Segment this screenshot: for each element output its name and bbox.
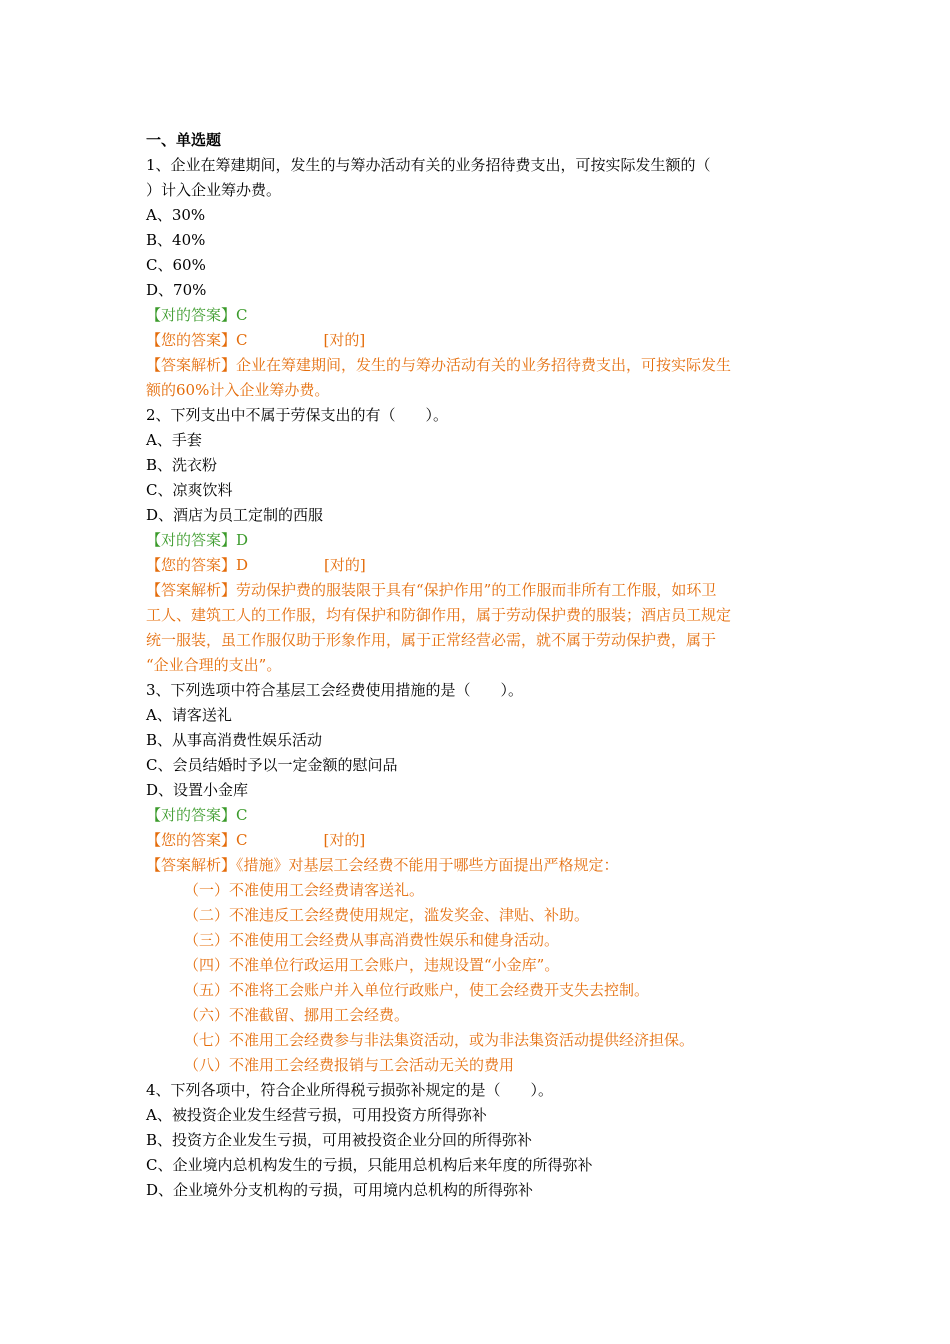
answer-analysis: 工人、建筑工人的工作服，均有保护和防御作用，属于劳动保护费的服装；酒店员工规定 bbox=[146, 606, 732, 624]
option-c: C、60% bbox=[146, 256, 206, 274]
your-answer: 【您的答案】C bbox=[146, 331, 248, 349]
question-4 bbox=[146, 1078, 810, 1203]
question-2 bbox=[146, 403, 810, 678]
question-stem: 3、下列选项中符合基层工会经费使用措施的是（ ）。 bbox=[146, 681, 524, 699]
option-d: D、酒店为员工定制的西服 bbox=[146, 506, 324, 524]
option-b: B、40% bbox=[146, 231, 206, 249]
your-answer-row bbox=[146, 328, 810, 353]
option-c: C、会员结婚时予以一定金额的慰问品 bbox=[146, 756, 398, 774]
option-b: B、从事高消费性娱乐活动 bbox=[146, 731, 323, 749]
answer-analysis: 额的60%计入企业筹办费。 bbox=[146, 381, 330, 399]
question-1 bbox=[146, 153, 810, 403]
option-d: D、设置小金库 bbox=[146, 781, 249, 799]
answer-analysis: 统一服装，虽工作服仅助于形象作用，属于正常经营必需，就不属于劳动保护费，属于 bbox=[146, 631, 717, 649]
question-3 bbox=[146, 678, 810, 1078]
answer-analysis: 【答案解析】《措施》对基层工会经费不能用于哪些方面提出严格规定： bbox=[146, 856, 619, 874]
option-a: A、被投资企业发生经营亏损，可用投资方所得弥补 bbox=[146, 1106, 487, 1124]
judgement: [对的] bbox=[323, 331, 366, 349]
question-stem: 4、下列各项中，符合企业所得税亏损弥补规定的是（ ）。 bbox=[146, 1081, 554, 1099]
judgement: [对的] bbox=[324, 556, 366, 574]
option-d: D、70% bbox=[146, 281, 207, 299]
answer-analysis: 【答案解析】劳动保护费的服装限于具有“保护作用”的工作服而非所有工作服，如环卫 bbox=[146, 581, 717, 599]
analysis-item: （八）不准用工会经费报销与工会活动无关的费用 bbox=[184, 1056, 515, 1074]
analysis-item: （三）不准使用工会经费从事高消费性娱乐和健身活动。 bbox=[184, 931, 560, 949]
your-answer: 【您的答案】C bbox=[146, 831, 248, 849]
option-d: D、企业境外分支机构的亏损，可用境内总机构的所得弥补 bbox=[146, 1181, 534, 1199]
option-c: C、凉爽饮料 bbox=[146, 481, 233, 499]
option-b: B、投资方企业发生亏损，可用被投资企业分回的所得弥补 bbox=[146, 1131, 533, 1149]
analysis-item: （七）不准用工会经费参与非法集资活动，或为非法集资活动提供经济担保。 bbox=[184, 1031, 695, 1049]
option-a: A、请客送礼 bbox=[146, 706, 232, 724]
your-answer: 【您的答案】D bbox=[146, 556, 249, 574]
answer-analysis: 【答案解析】企业在筹建期间，发生的与筹办活动有关的业务招待费支出，可按实际发生 bbox=[146, 356, 732, 374]
correct-answer: 【对的答案】C bbox=[146, 306, 248, 324]
analysis-item: （四）不准单位行政运用工会账户，违规设置“小金库”。 bbox=[184, 956, 560, 974]
question-stem: ）计入企业筹办费。 bbox=[146, 181, 282, 199]
option-a: A、手套 bbox=[146, 431, 202, 449]
analysis-item: （五）不准将工会账户并入单位行政账户，使工会经费开支失去控制。 bbox=[184, 981, 650, 999]
analysis-item: （六）不准截留、挪用工会经费。 bbox=[184, 1006, 410, 1024]
section-title: 一、单选题 bbox=[146, 131, 222, 149]
question-stem: 2、下列支出中不属于劳保支出的有（ ）。 bbox=[146, 406, 449, 424]
correct-answer: 【对的答案】C bbox=[146, 806, 248, 824]
analysis-item: （二）不准违反工会经费使用规定，滥发奖金、津贴、补助。 bbox=[184, 906, 590, 924]
judgement: [对的] bbox=[323, 831, 366, 849]
option-a: A、30% bbox=[146, 206, 206, 224]
your-answer-row bbox=[146, 553, 810, 578]
answer-analysis: “企业合理的支出”。 bbox=[146, 656, 282, 674]
option-b: B、洗衣粉 bbox=[146, 456, 218, 474]
option-c: C、企业境内总机构发生的亏损，只能用总机构后来年度的所得弥补 bbox=[146, 1156, 593, 1174]
analysis-item: （一）不准使用工会经费请客送礼。 bbox=[184, 881, 425, 899]
question-stem: 1、企业在筹建期间，发生的与筹办活动有关的业务招待费支出，可按实际发生额的（ bbox=[146, 156, 711, 174]
your-answer-row bbox=[146, 828, 810, 853]
correct-answer: 【对的答案】D bbox=[146, 531, 249, 549]
